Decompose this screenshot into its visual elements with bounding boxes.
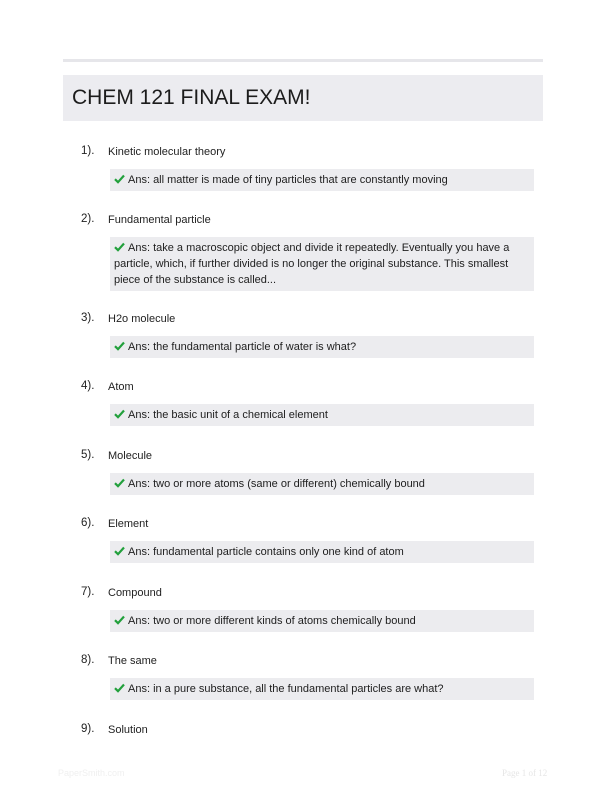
question-number: 1). <box>81 145 95 157</box>
question-term: Kinetic molecular theory <box>108 146 226 158</box>
answer-box <box>110 404 534 426</box>
question-number: 9). <box>81 723 95 735</box>
answer-box <box>110 473 534 495</box>
check-icon <box>114 683 125 693</box>
check-icon <box>114 615 125 625</box>
question-term: Compound <box>108 587 162 599</box>
question-number: 2). <box>81 213 95 225</box>
check-icon <box>114 546 125 556</box>
answer-box <box>110 610 534 632</box>
check-icon <box>114 409 125 419</box>
answer-text: Ans: the basic unit of a chemical element <box>128 409 328 421</box>
page-title: CHEM 121 FINAL EXAM! <box>72 86 311 109</box>
top-divider <box>63 59 543 62</box>
answer-text: Ans: fundamental particle contains only one kind of atom <box>128 546 404 558</box>
answer-box <box>110 541 534 563</box>
answer-box <box>110 169 534 191</box>
question-term: Solution <box>108 724 148 736</box>
check-icon <box>114 242 125 252</box>
answer-text: Ans: the fundamental particle of water is what? <box>128 341 357 353</box>
check-icon <box>114 341 125 351</box>
check-icon <box>114 174 125 184</box>
answer-text: Ans: all matter is made of tiny particles that are constantly moving <box>128 174 448 186</box>
question-number: 5). <box>81 449 95 461</box>
title-bar <box>63 75 543 121</box>
answer-box <box>110 336 534 358</box>
question-term: H2o molecule <box>108 313 176 325</box>
footer-watermark: PaperSmith.com <box>58 768 125 778</box>
question-term: Molecule <box>108 450 153 462</box>
answer-box <box>110 678 534 700</box>
answer-text: Ans: take a macroscopic object and divide it repeatedly. Eventually you have a particle, which, if further divided is no longer the original substance. This smallest piece of the substance is called... <box>114 242 510 286</box>
answer-box <box>110 237 534 291</box>
question-number: 4). <box>81 380 95 392</box>
question-term: Fundamental particle <box>108 214 211 226</box>
question-number: 7). <box>81 586 95 598</box>
question-term: The same <box>108 655 157 667</box>
answer-text: Ans: in a pure substance, all the fundamental particles are what? <box>128 683 444 695</box>
answer-text: Ans: two or more different kinds of atoms chemically bound <box>128 615 416 627</box>
page-number: Page 1 of 12 <box>502 768 548 778</box>
check-icon <box>114 478 125 488</box>
question-number: 8). <box>81 654 95 666</box>
question-number: 6). <box>81 517 95 529</box>
question-term: Atom <box>108 381 134 393</box>
question-term: Element <box>108 518 149 530</box>
question-number: 3). <box>81 312 95 324</box>
answer-text: Ans: two or more atoms (same or different) chemically bound <box>128 478 425 490</box>
